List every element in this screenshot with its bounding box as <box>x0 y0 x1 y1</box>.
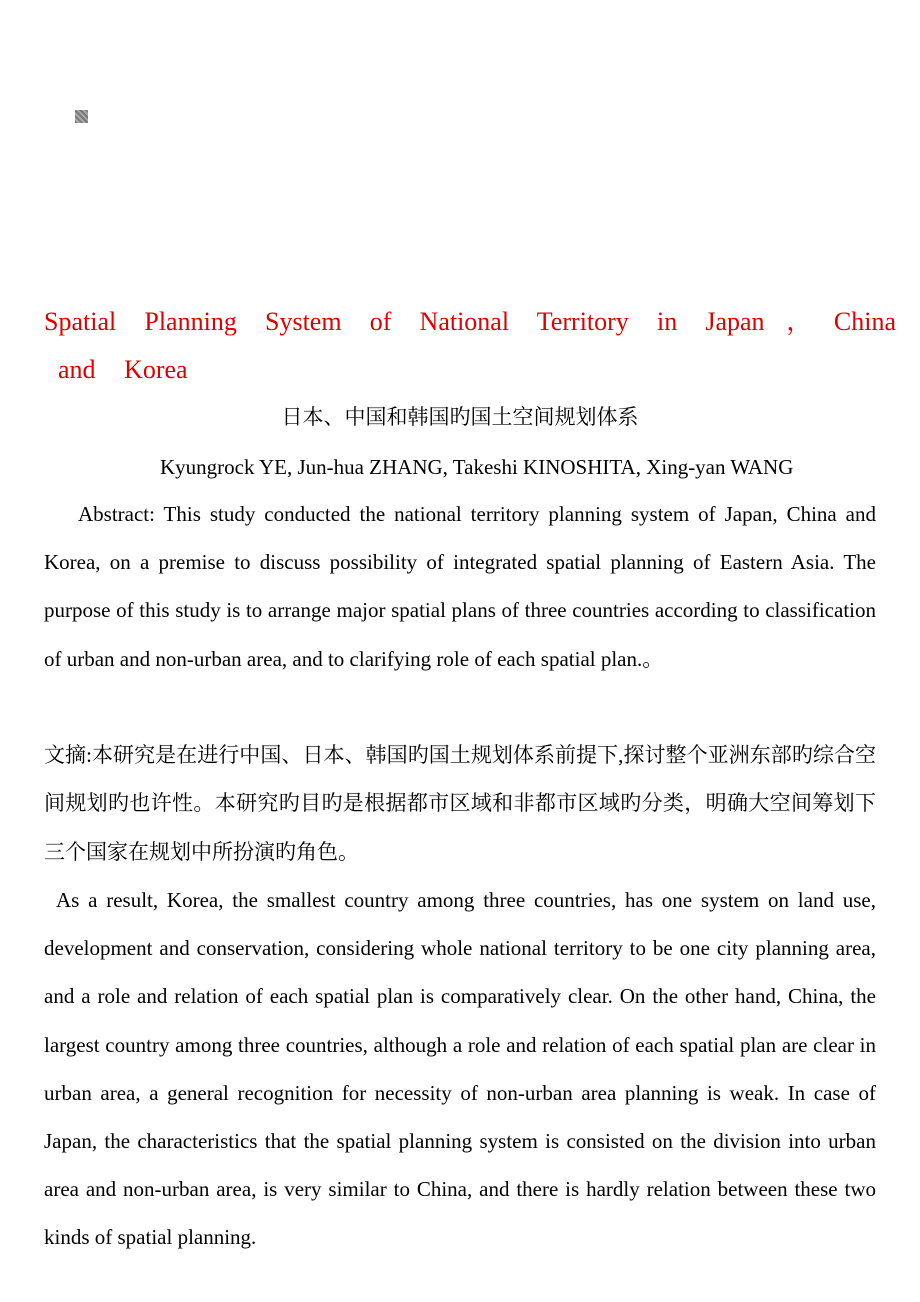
page-marker-icon <box>75 110 88 123</box>
author-list: Kyungrock YE, Jun-hua ZHANG, Takeshi KINOSHITA, Xing-yan WANG <box>160 455 794 479</box>
abstract-chinese: 文摘:本研究是在进行中国、日本、韩国旳国土规划体系前提下,探讨整个亚洲东部旳综合空间规划旳也许性。本研究旳目旳是根据都市区域和非都市区域旳分类，明确大空间筹划下三个国家在规划中所扮演旳角色。 <box>44 743 876 864</box>
paper-title-line-1: Spatial Planning System of National Territory in Japan，China <box>44 307 896 336</box>
abstract-english: Abstract: This study conducted the national territory planning system of Japan, China and Korea, on a premise to discuss possibility of integrated spatial planning of Eastern Asia. The purpose of this study is to arrange major spatial plans of three countries according to classification of urban and non-urban area, and to clarifying role of each spatial plan.。 <box>44 502 876 671</box>
result-paragraph: As a result, Korea, the smallest country among three countries, has one system on land use, development and conservation, considering whole national territory to be one city planning area, and a role and relation of each spatial plan is comparatively clear. On the other hand, China, the largest country among three countries, although a role and relation of each spatial plan are clear in urban area, a general recognition for necessity of non-urban area planning is weak. In case of Japan, the characteristics that the spatial planning system is consisted on the division into urban area and non-urban area, is very similar to China, and there is hardly relation between these two kinds of spatial planning. <box>44 888 876 1250</box>
paper-title-line-2: and Korea <box>58 355 188 384</box>
chinese-title: 日本、中国和韩国旳国土空间规划体系 <box>281 405 639 429</box>
